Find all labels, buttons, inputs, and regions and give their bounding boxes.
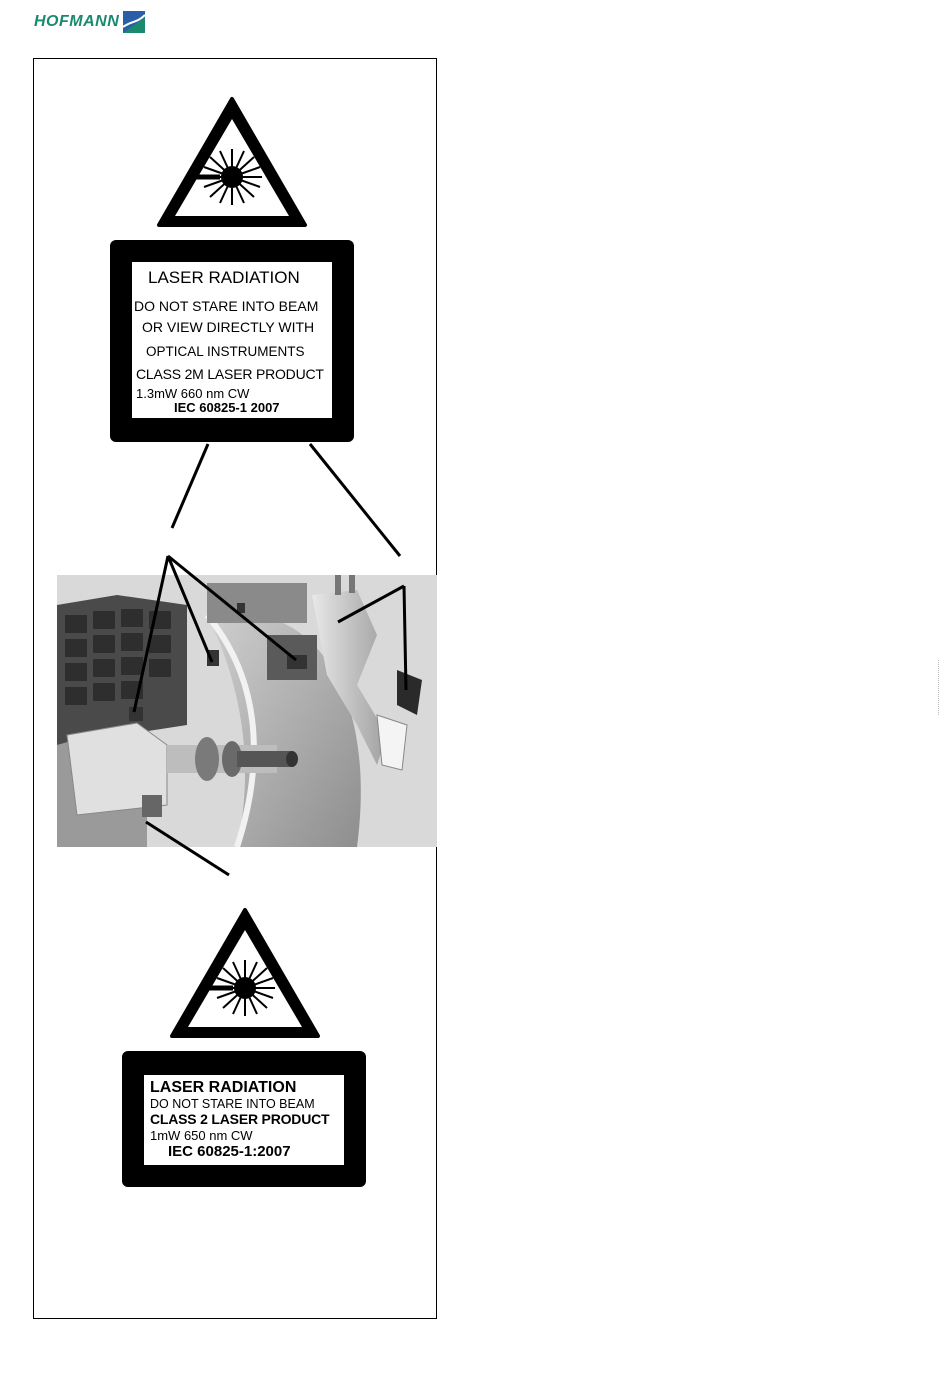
label-class: CLASS 2M LASER PRODUCT — [136, 366, 324, 382]
label-panel — [144, 1075, 344, 1165]
brand-name: HOFMANN — [34, 13, 120, 30]
label-title: LASER RADIATION — [148, 268, 300, 287]
leader-line — [134, 556, 168, 712]
laser-warning-triangle-icon — [168, 906, 322, 1040]
leader-line — [168, 556, 296, 660]
margin-mark — [938, 660, 941, 715]
label-standard: IEC 60825-1 2007 — [174, 400, 280, 415]
leader-line — [404, 586, 406, 690]
label-spec: 1.3mW 660 nm CW — [136, 386, 250, 401]
label-warning-line-2: OR VIEW DIRECTLY WITH — [142, 319, 315, 335]
leader-line — [310, 444, 400, 556]
label-warning-line-1: DO NOT STARE INTO BEAM — [134, 298, 319, 314]
leader-line — [338, 586, 404, 622]
label-title: LASER RADIATION — [150, 1079, 297, 1096]
leader-line — [168, 556, 212, 662]
label-standard: IEC 60825-1:2007 — [168, 1143, 291, 1160]
label-warning-line-1: DO NOT STARE INTO BEAM — [150, 1097, 315, 1111]
laser-label-class-2 — [122, 1051, 366, 1187]
label-spec: 1mW 650 nm CW — [150, 1128, 253, 1143]
leader-line — [172, 444, 208, 528]
label-warning-line-3: OPTICAL INSTRUMENTS — [146, 344, 305, 359]
leader-line — [146, 822, 229, 875]
label-class: CLASS 2 LASER PRODUCT — [150, 1111, 330, 1127]
